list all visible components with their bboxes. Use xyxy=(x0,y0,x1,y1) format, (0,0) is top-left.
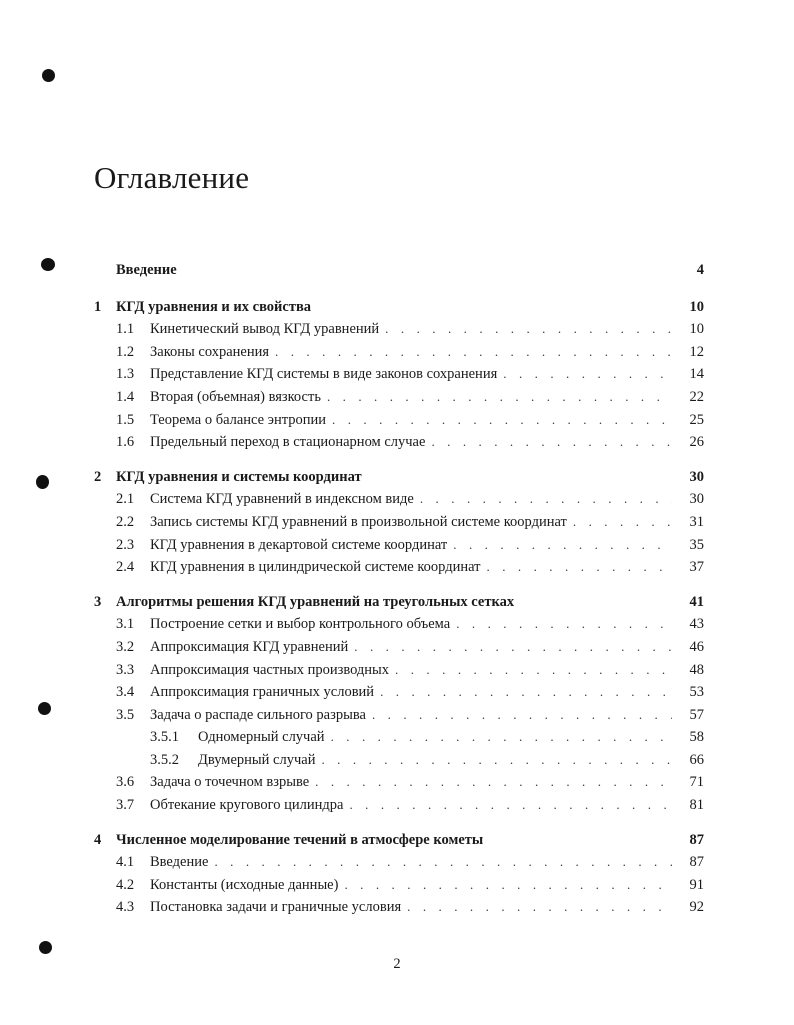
entry-title: Аппроксимация граничных условий xyxy=(150,684,375,701)
toc-section[interactable] xyxy=(94,613,704,636)
dot-leader xyxy=(321,749,672,772)
toc-section[interactable] xyxy=(94,386,704,409)
entry-page: 53 xyxy=(689,684,704,701)
entry-number: 1 xyxy=(94,298,102,315)
entry-title: Кинетический вывод КГД уравнений xyxy=(150,321,380,338)
entry-page: 30 xyxy=(689,468,704,485)
entry-number: 3.3 xyxy=(116,661,135,678)
toc-section[interactable] xyxy=(94,704,704,727)
entry-number: 3.5.1 xyxy=(150,729,179,746)
entry-page: 48 xyxy=(689,661,704,678)
entry-title: Постановка задачи и граничные условия xyxy=(150,899,402,916)
dot-leader xyxy=(573,511,672,534)
entry-number: 1.1 xyxy=(116,321,135,338)
dot-leader xyxy=(380,681,672,704)
toc-section[interactable] xyxy=(94,431,704,454)
scan-speck xyxy=(39,941,52,954)
entry-title: Предельный переход в стационарном случае xyxy=(150,434,426,451)
entry-title: Аппроксимация частных производных xyxy=(150,661,390,678)
entry-number: 4 xyxy=(94,831,102,848)
dot-leader xyxy=(385,318,672,341)
entry-title: Построение сетки и выбор контрольного объема xyxy=(150,616,451,633)
entry-page: 81 xyxy=(689,797,704,814)
entry-title: Введение xyxy=(150,854,209,871)
entry-number: 3.4 xyxy=(116,684,135,701)
entry-number: 2.1 xyxy=(116,491,135,508)
toc-section[interactable] xyxy=(94,659,704,682)
toc-chapter[interactable] xyxy=(94,829,704,852)
dot-leader xyxy=(420,488,672,511)
entry-title: КГД уравнения и системы координат xyxy=(116,468,362,485)
entry-title: Задача о распаде сильного разрыва xyxy=(150,706,366,723)
entry-page: 66 xyxy=(689,751,704,768)
toc-section[interactable] xyxy=(94,341,704,364)
toc-section[interactable] xyxy=(94,511,704,534)
dot-leader xyxy=(354,636,672,659)
dot-leader xyxy=(331,726,672,749)
toc-chapter[interactable] xyxy=(94,296,704,319)
dot-leader xyxy=(275,341,672,364)
entry-title: КГД уравнения в декартовой системе координат xyxy=(150,536,448,553)
entry-number: 3.7 xyxy=(116,797,135,814)
entry-number: 3 xyxy=(94,593,102,610)
entry-page: 30 xyxy=(689,491,704,508)
toc-section[interactable] xyxy=(94,874,704,897)
entry-number: 1.3 xyxy=(116,366,135,383)
dot-leader xyxy=(431,431,672,454)
entry-number: 3.5 xyxy=(116,706,135,723)
entry-page: 14 xyxy=(689,366,704,383)
entry-page: 57 xyxy=(689,706,704,723)
scan-speck xyxy=(36,475,49,489)
entry-title: Представление КГД системы в виде законов сохранения xyxy=(150,366,498,383)
toc-section[interactable] xyxy=(94,681,704,704)
entry-page: 35 xyxy=(689,536,704,553)
entry-page: 58 xyxy=(689,729,704,746)
toc-section[interactable] xyxy=(94,896,704,919)
entry-title: Введение xyxy=(116,262,177,278)
entry-title: КГД уравнения и их свойства xyxy=(116,298,312,315)
toc-section[interactable] xyxy=(94,636,704,659)
dot-leader xyxy=(344,874,672,897)
entry-title: Алгоритмы решения КГД уравнений на треугольных сетках xyxy=(116,593,515,610)
entry-number: 4.3 xyxy=(116,899,135,916)
entry-number: 4.1 xyxy=(116,854,135,871)
entry-page: 46 xyxy=(689,638,704,655)
entry-number: 2.4 xyxy=(116,559,135,576)
entry-number: 1.4 xyxy=(116,388,135,405)
toc-chapter[interactable] xyxy=(94,466,704,489)
dot-leader xyxy=(487,556,673,579)
dot-leader xyxy=(349,794,672,817)
entry-number: 3.5.2 xyxy=(150,751,179,768)
dot-leader xyxy=(214,851,672,874)
dot-leader xyxy=(315,771,672,794)
entry-page: 10 xyxy=(689,321,704,338)
dot-leader xyxy=(453,534,672,557)
entry-number: 3.2 xyxy=(116,638,135,655)
page-title: Оглавление xyxy=(94,160,250,195)
toc-chapter[interactable] xyxy=(94,591,704,614)
toc-section[interactable] xyxy=(94,851,704,874)
dot-leader xyxy=(332,409,672,432)
entry-page: 41 xyxy=(689,593,704,610)
entry-title: Теорема о балансе энтропии xyxy=(150,411,327,428)
entry-page: 25 xyxy=(689,411,704,428)
toc-section[interactable] xyxy=(94,534,704,557)
scan-speck xyxy=(41,258,55,271)
dot-leader xyxy=(456,613,672,636)
dot-leader xyxy=(407,896,672,919)
dot-leader xyxy=(503,363,672,386)
entry-page: 12 xyxy=(689,343,704,360)
toc-section[interactable] xyxy=(94,771,704,794)
entry-page: 37 xyxy=(689,559,704,576)
entry-number: 2.3 xyxy=(116,536,135,553)
entry-title: Законы сохранения xyxy=(150,343,270,360)
entry-page: 22 xyxy=(689,388,704,405)
entry-title: КГД уравнения в цилиндрической системе координат xyxy=(150,559,481,576)
entry-page: 43 xyxy=(689,616,704,633)
toc-section[interactable] xyxy=(94,488,704,511)
toc-section[interactable] xyxy=(94,409,704,432)
dot-leader xyxy=(395,659,672,682)
entry-title: Одномерный случай xyxy=(198,729,325,746)
entry-title: Двумерный случай xyxy=(198,751,316,768)
entry-number: 2.2 xyxy=(116,513,135,530)
entry-page: 31 xyxy=(689,513,704,530)
toc-section[interactable] xyxy=(94,363,704,386)
entry-page: 4 xyxy=(696,262,704,278)
entry-title: Константы (исходные данные) xyxy=(150,876,339,893)
page-number: 2 xyxy=(393,956,401,972)
entry-page: 91 xyxy=(689,876,704,893)
toc-section[interactable] xyxy=(94,794,704,817)
entry-number: 4.2 xyxy=(116,876,135,893)
dot-leader xyxy=(372,704,672,727)
entry-title: Запись системы КГД уравнений в произвольной системе координат xyxy=(150,513,567,530)
entry-number: 3.6 xyxy=(116,774,135,791)
entry-page: 87 xyxy=(689,831,704,848)
entry-page: 92 xyxy=(689,899,704,916)
entry-number: 1.2 xyxy=(116,343,135,360)
entry-page: 87 xyxy=(689,854,704,871)
entry-title: Система КГД уравнений в индексном виде xyxy=(150,491,414,508)
entry-title: Обтекание кругового цилиндра xyxy=(150,797,344,814)
toc-section[interactable] xyxy=(94,556,704,579)
toc-subsection[interactable] xyxy=(94,749,704,772)
scan-speck xyxy=(42,69,55,82)
entry-number: 2 xyxy=(94,468,102,485)
entry-title: Аппроксимация КГД уравнений xyxy=(150,638,349,655)
table-of-contents xyxy=(94,259,704,919)
entry-title: Вторая (объемная) вязкость xyxy=(150,388,321,405)
toc-intro[interactable] xyxy=(94,259,704,282)
entry-page: 10 xyxy=(689,298,704,315)
dot-leader xyxy=(327,386,672,409)
entry-page: 71 xyxy=(689,774,704,791)
entry-number: 1.5 xyxy=(116,411,135,428)
entry-page: 26 xyxy=(689,434,704,451)
scan-speck xyxy=(38,702,51,715)
entry-title: Численное моделирование течений в атмосфере кометы xyxy=(116,831,484,848)
entry-number: 3.1 xyxy=(116,616,135,633)
toc-section[interactable] xyxy=(94,318,704,341)
toc-subsection[interactable] xyxy=(94,726,704,749)
entry-number: 1.6 xyxy=(116,434,135,451)
entry-title: Задача о точечном взрыве xyxy=(150,774,310,791)
